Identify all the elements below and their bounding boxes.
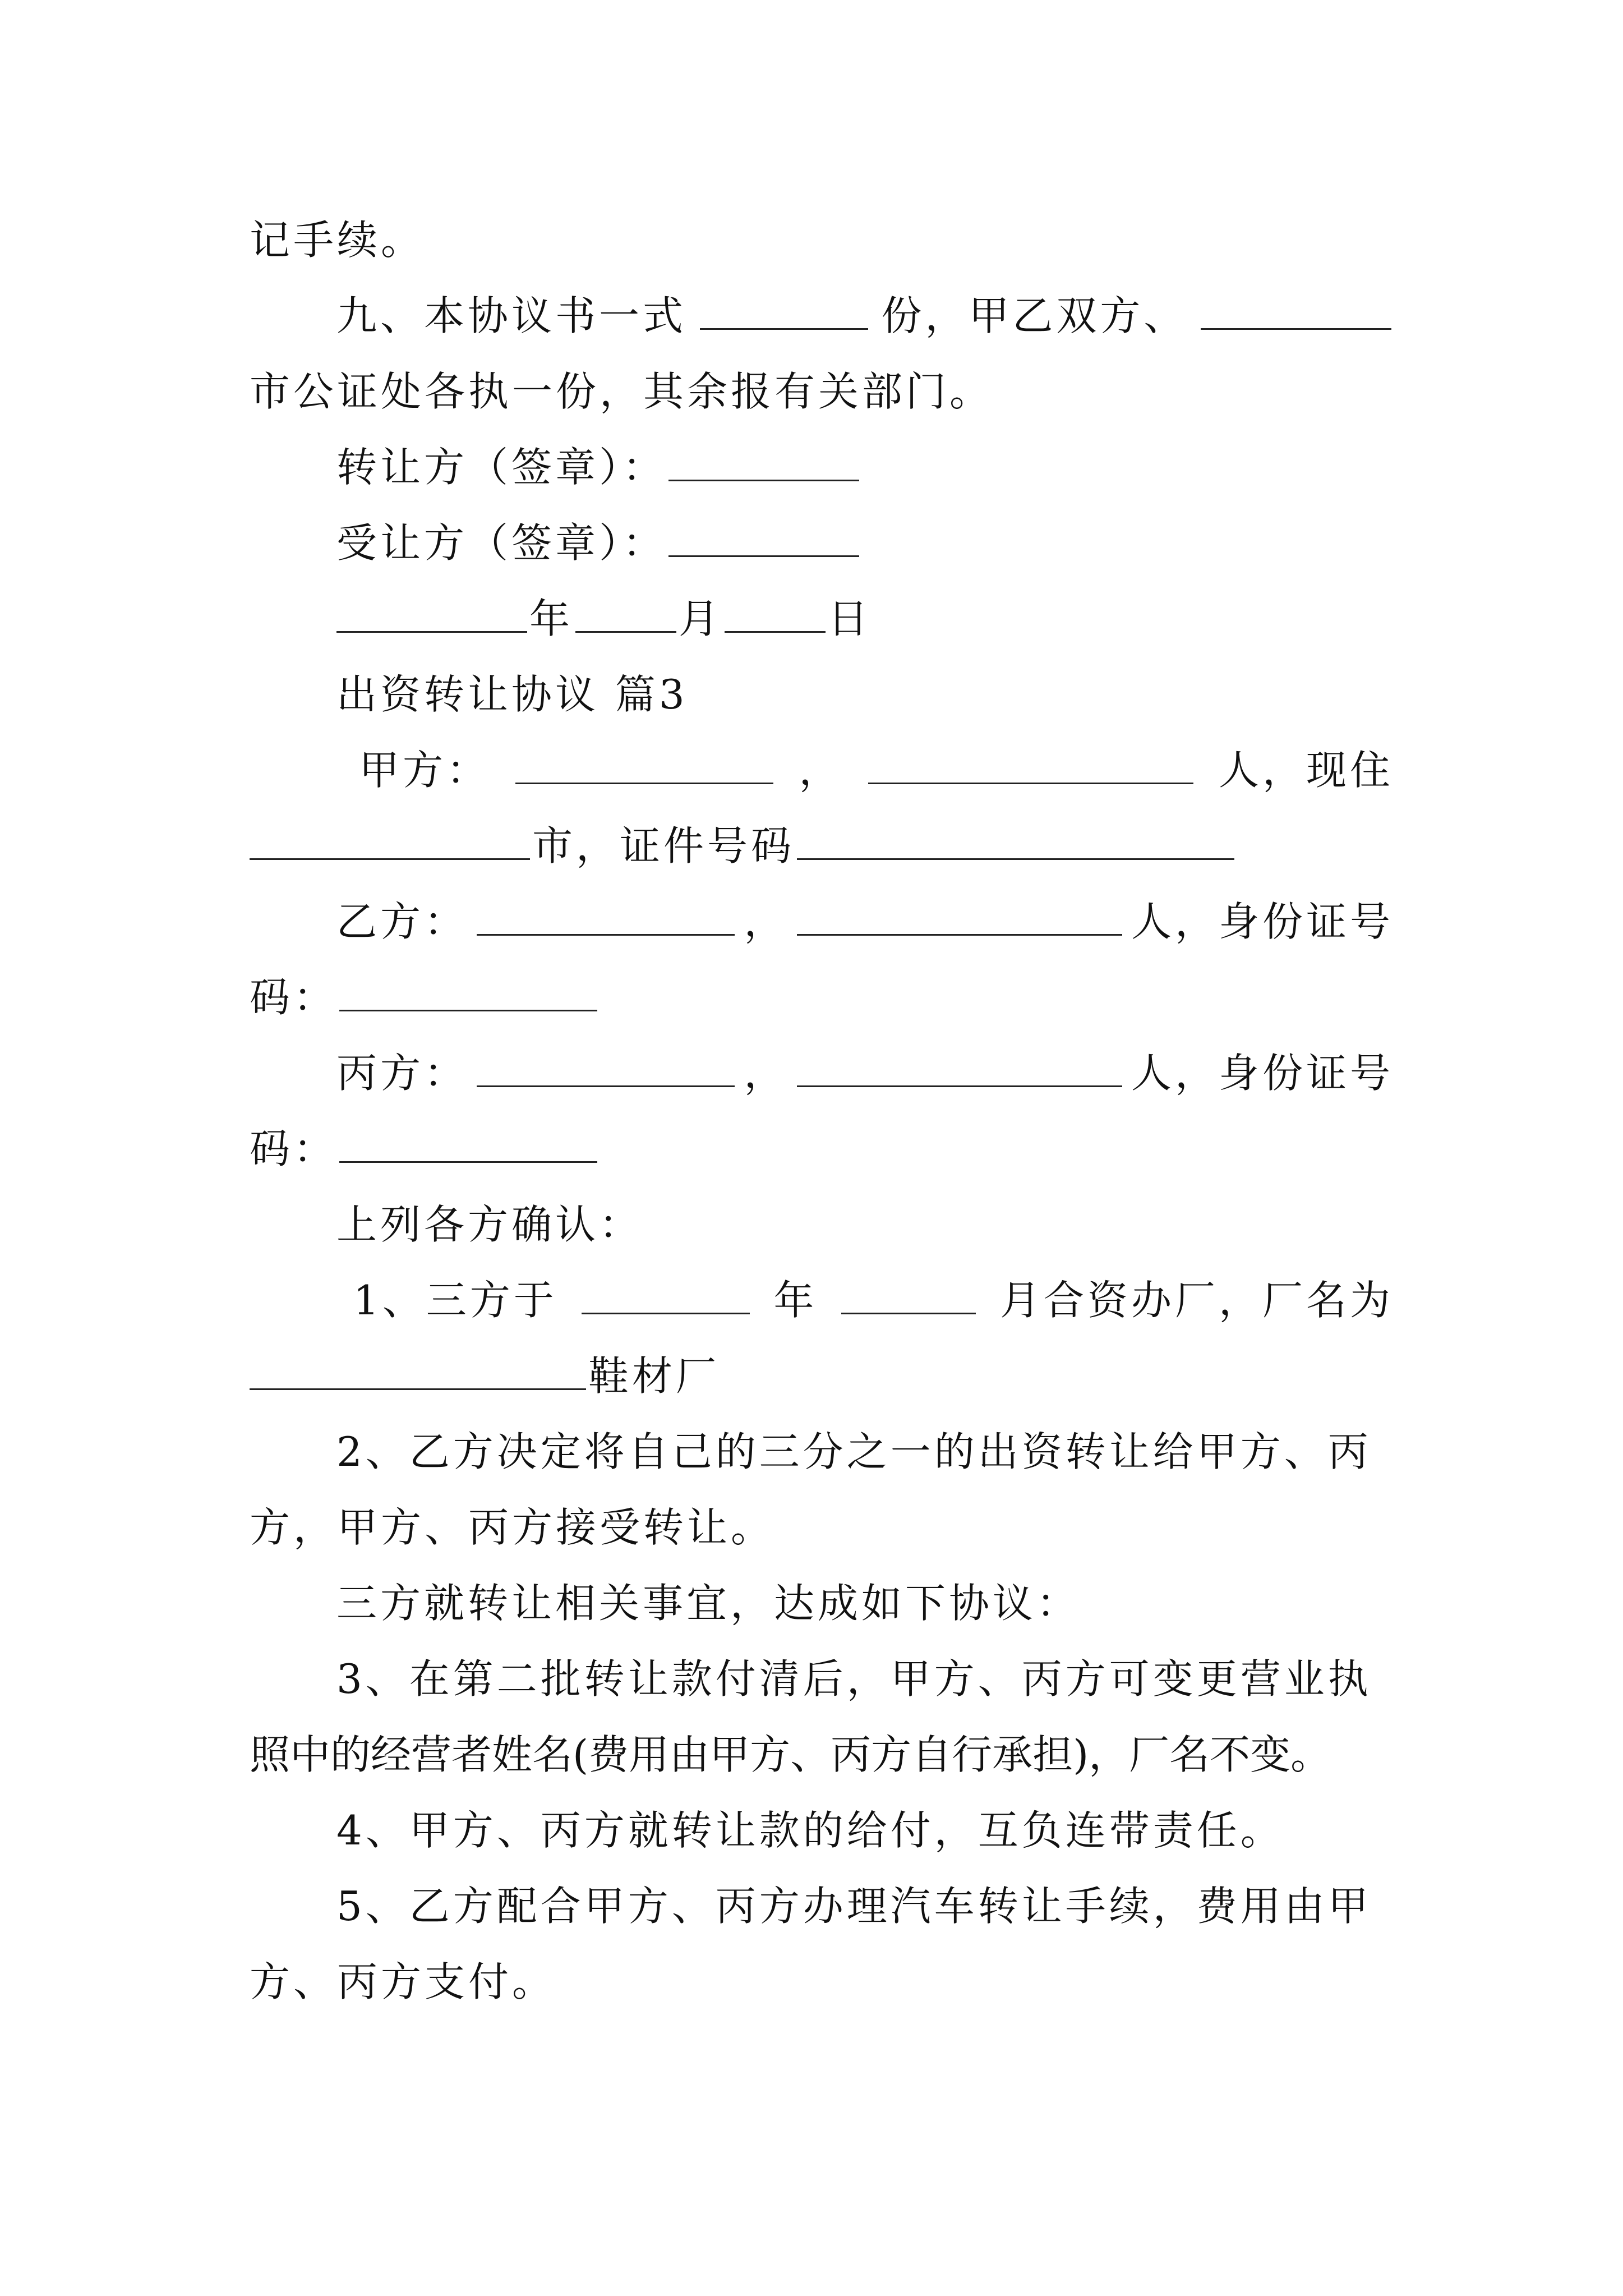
transferor-signature-line <box>336 440 1394 494</box>
confirm-line <box>336 1198 1394 1251</box>
party-a-id-label: 市，证件号码 <box>532 822 795 869</box>
factory-name-blank <box>250 1354 586 1390</box>
month-label: 月 <box>679 595 723 642</box>
item-2-text: 2、乙方决定将自己的三分之一的出资转让给甲方、丙 <box>336 1428 1372 1475</box>
clause-9-line-2 <box>250 365 1394 418</box>
agreement-intro-text: 三方就转让相关事宜，达成如下协议： <box>336 1580 1081 1627</box>
party-a-origin-blank <box>868 748 1193 784</box>
item-1-line <box>353 1273 1394 1327</box>
clause-9-text: 九、本协议书一式 <box>336 292 687 339</box>
date-line <box>336 592 1394 646</box>
clause-9-text-3: 市公证处各执一份，其余报有关部门。 <box>250 368 994 415</box>
item-4-text: 4、甲方、丙方就转让款的给付，互负连带责任。 <box>336 1807 1284 1854</box>
transferee-signature-blank <box>668 521 859 557</box>
party-b-line-2 <box>250 970 1394 1024</box>
party-c-line <box>336 1046 1394 1100</box>
party-c-line-2 <box>250 1122 1394 1176</box>
item-3-line-2 <box>250 1728 1394 1782</box>
party-a-name-blank <box>515 748 773 784</box>
copies-blank <box>700 293 868 330</box>
item-2-text-2: 方，甲方、丙方接受转让。 <box>250 1504 775 1551</box>
party-c-id-label: 人，身份证号 <box>1131 1050 1394 1097</box>
item-5-text-2: 方、丙方支付。 <box>250 1958 556 2005</box>
item-5-line <box>336 1879 1394 1933</box>
day-blank <box>725 596 826 633</box>
item-1-text: 1、三方于 <box>353 1277 557 1324</box>
clause-9-line <box>336 289 1394 343</box>
item-3-text: 3、在第二批转让款付清后，甲方、丙方可变更营业执 <box>336 1655 1372 1703</box>
item-1-text-2: 月合资办厂，厂名为 <box>999 1277 1394 1324</box>
day-label: 日 <box>828 595 872 642</box>
comma: ， <box>744 1050 788 1097</box>
item-1-line-2 <box>250 1349 1394 1403</box>
item-3-line <box>336 1652 1394 1706</box>
year-label: 年 <box>773 1277 818 1324</box>
party-b-origin-blank <box>797 899 1122 936</box>
party-c-name-blank <box>477 1051 735 1087</box>
section-title <box>336 668 1394 721</box>
party-c-origin-blank <box>797 1051 1122 1087</box>
id-code-label: 码： <box>250 1125 338 1172</box>
party-c-id-blank <box>339 1126 597 1163</box>
confirm-text: 上列各方确认： <box>336 1201 643 1248</box>
item-5-line-2 <box>250 1955 1394 2009</box>
agreement-intro-line <box>336 1576 1394 1630</box>
party-b-label: 乙方： <box>336 898 468 945</box>
party-a-residence-label: 人，现住 <box>1218 747 1394 794</box>
comma: ， <box>744 898 788 945</box>
item-2-line-2 <box>250 1501 1394 1554</box>
item-4-line <box>336 1803 1394 1857</box>
item-5-text: 5、乙方配合甲方、丙方办理汽车转让手续，费用由甲 <box>336 1883 1372 1930</box>
party-a-label: 甲方： <box>359 747 491 794</box>
party-c-label: 丙方： <box>336 1050 468 1097</box>
transferee-label: 受让方（签章）： <box>336 519 667 567</box>
transferor-label: 转让方（签章）： <box>336 444 667 491</box>
party-a-city-blank <box>250 823 530 860</box>
month-blank <box>841 1278 976 1314</box>
transferor-signature-blank <box>668 445 859 481</box>
item-2-line <box>336 1425 1394 1479</box>
party-b-name-blank <box>477 899 735 936</box>
text-line-1 <box>250 213 1394 267</box>
text: 记手续。 <box>250 217 425 264</box>
party-a-id-blank <box>797 823 1234 860</box>
party-a-line-2 <box>250 819 1394 873</box>
party-a-line <box>359 743 1394 797</box>
year-blank <box>582 1278 750 1314</box>
section-title-text: 出资转让协议 篇3 <box>336 671 688 718</box>
city-blank <box>1201 293 1391 330</box>
clause-9-text-2: 份，甲乙双方、 <box>881 292 1188 339</box>
transferee-signature-line <box>336 516 1394 570</box>
party-b-id-blank <box>339 975 597 1011</box>
item-3-text-2: 照中的经营者姓名(费用由甲方、丙方自行承担)，厂名不变。 <box>250 1731 1331 1778</box>
year-blank <box>336 596 527 633</box>
party-b-line <box>336 895 1394 949</box>
id-code-label: 码： <box>250 974 338 1021</box>
comma: ， <box>799 747 843 794</box>
year-label: 年 <box>529 595 574 642</box>
factory-suffix: 鞋材厂 <box>588 1352 720 1400</box>
month-blank <box>575 596 676 633</box>
party-b-id-label: 人，身份证号 <box>1131 898 1394 945</box>
